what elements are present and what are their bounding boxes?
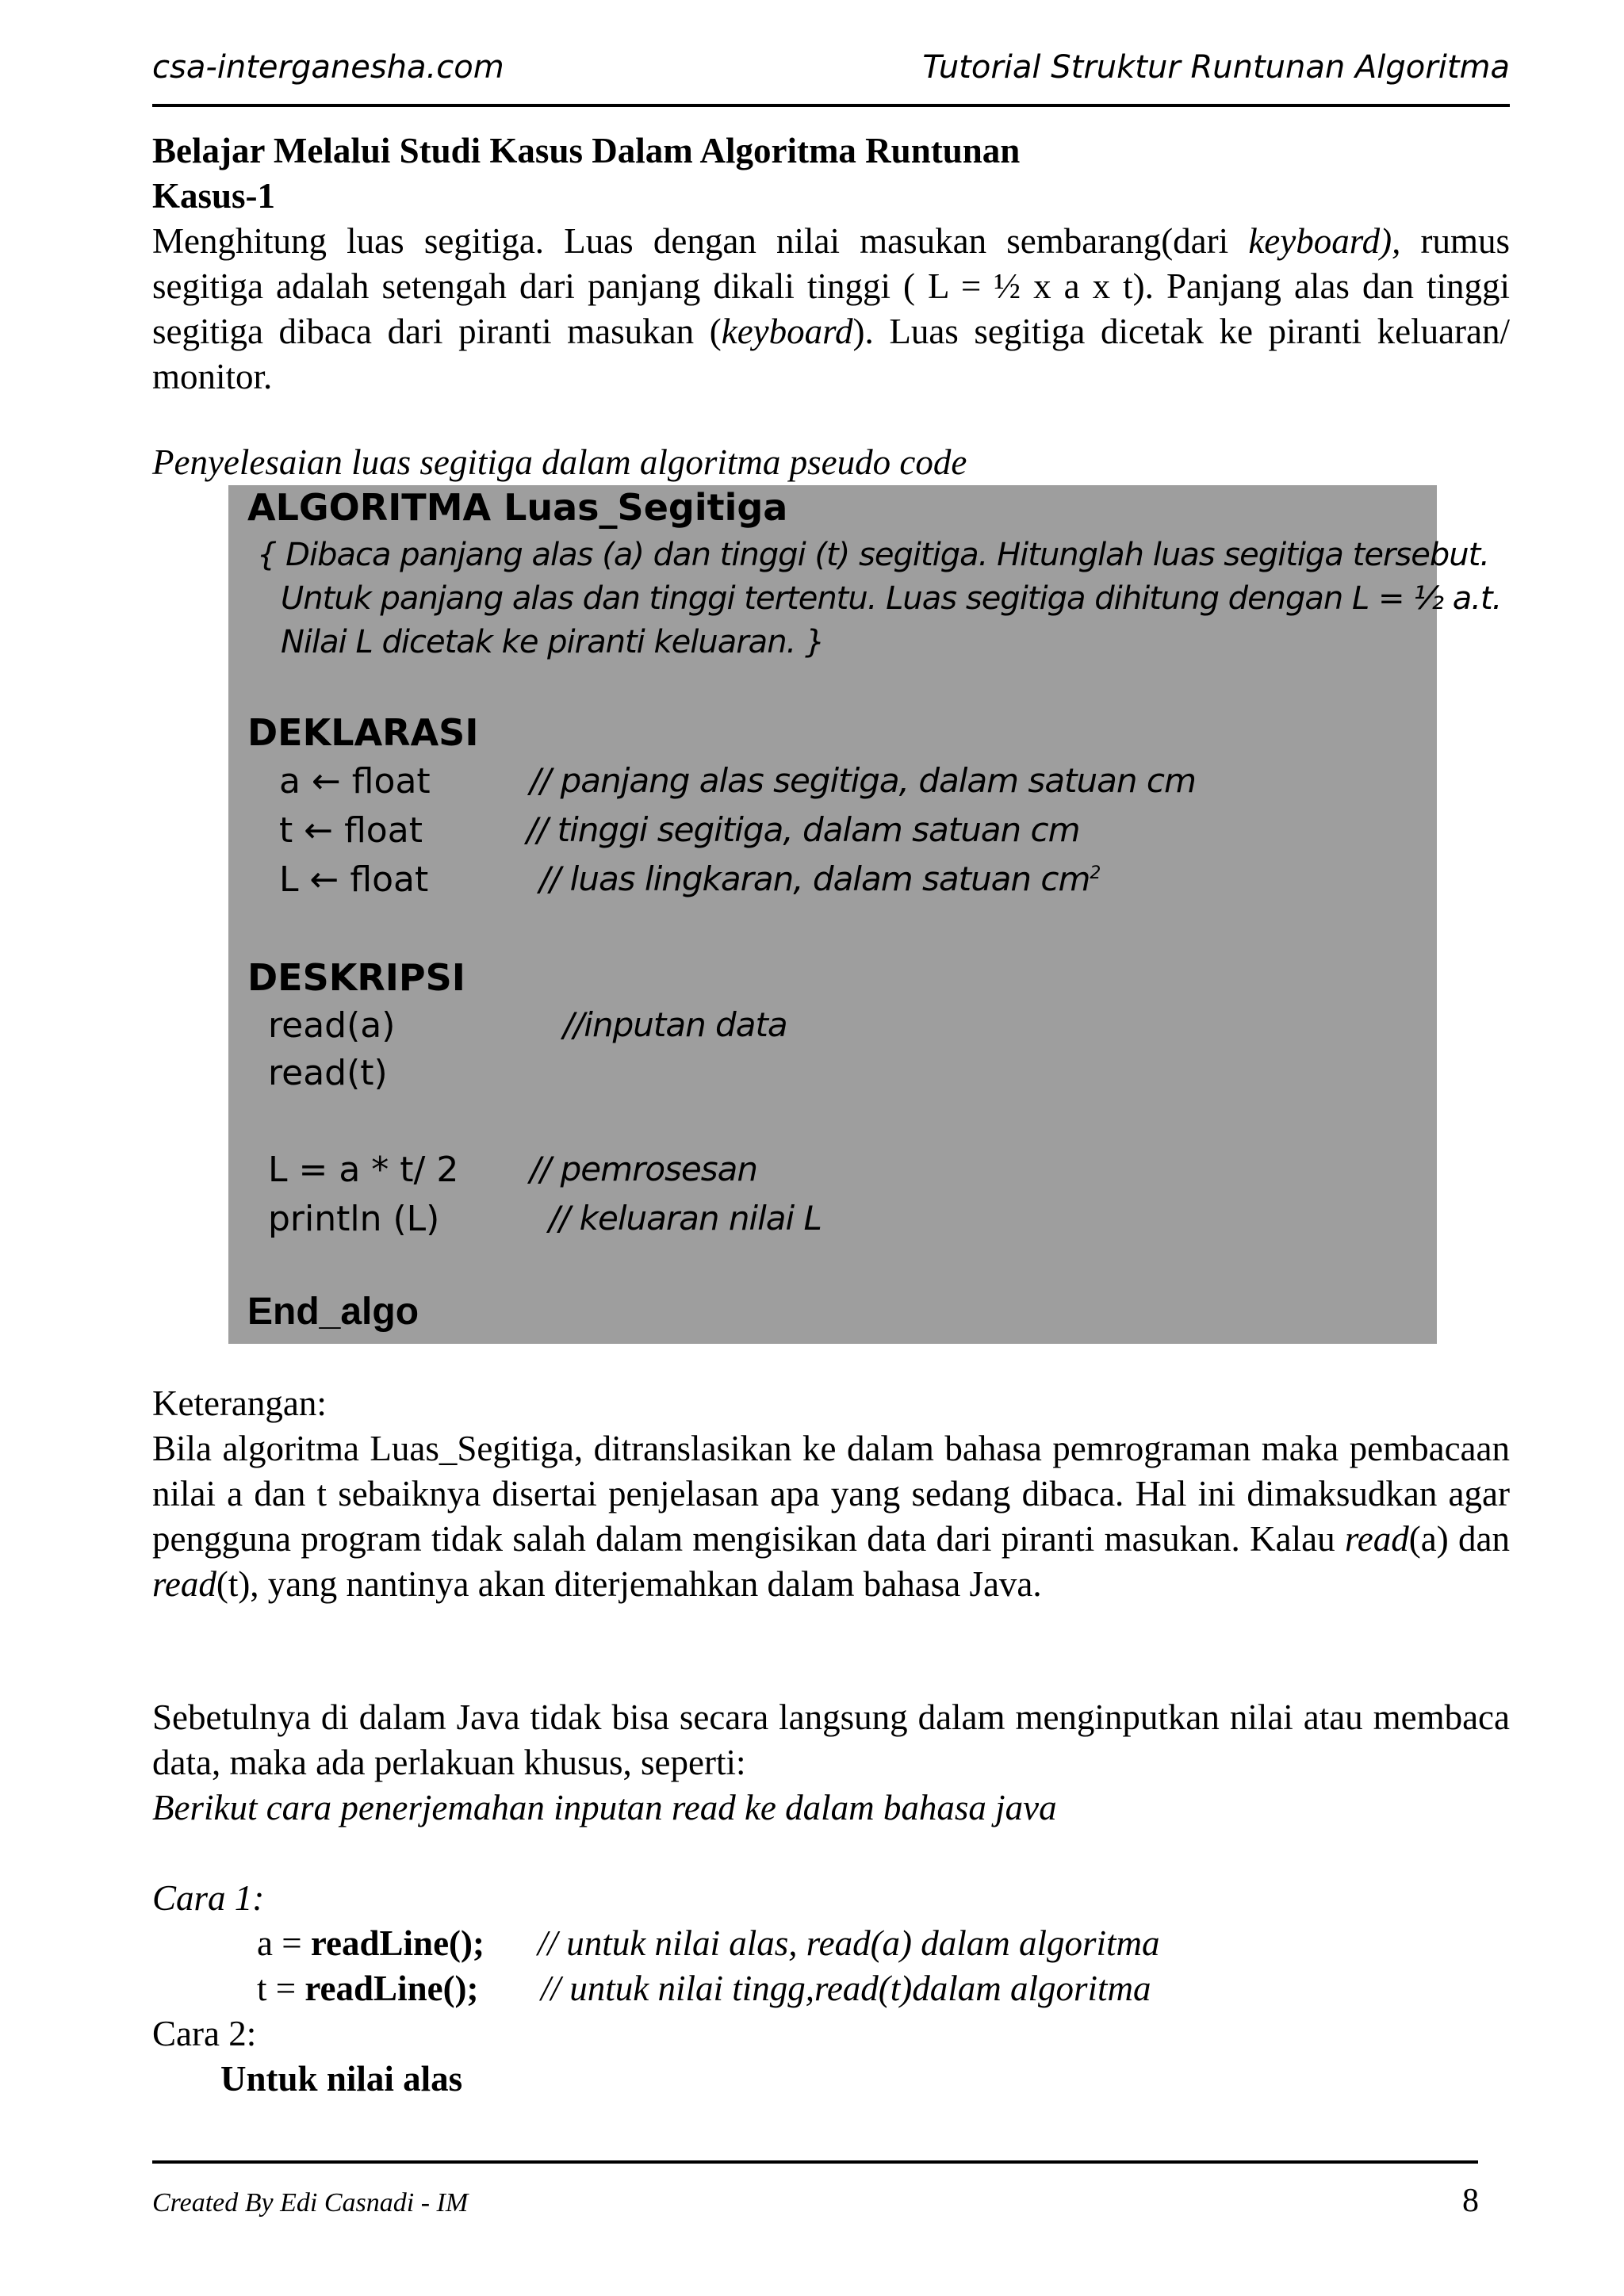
java-caption: Berikut cara penerjemahan inputan read ke dalam bahasa java [152, 1788, 1057, 1827]
superscript: 2 [1090, 863, 1101, 883]
statement-comment: // pemrosesan [530, 1150, 757, 1188]
footer-rule [152, 2160, 1478, 2164]
declaration-code: L ← float [279, 859, 429, 900]
keterangan-paragraph: Bila algoritma Luas_Segitiga, ditranslasikan ke dalam bahasa pemrograman maka pembacaan nilai a dan t sebaiknya disertai penjelasan apa yang sedang dibaca. Hal ini dimaksudkan agar pengguna program tidak salah dalam mengisikan data dari piranti masukan. Kalau read(a) dan read(t), yang nantinya akan diterjemahkan dalam bahasa Java. [152, 1429, 1510, 1604]
statement-code: read(a) [268, 1005, 396, 1046]
java-note: Sebetulnya di dalam Java tidak bisa secara langsung dalam menginputkan nilai atau membaca data, maka ada perlakuan khusus, seperti: [152, 1697, 1510, 1782]
algorithm-comment-1: { Dibaca panjang alas (a) dan tinggi (t) segitiga. Hitunglah luas segitiga tersebut. [257, 537, 1489, 573]
keterangan-label: Keterangan: [152, 1383, 327, 1423]
declaration-title: DEKLARASI [247, 711, 479, 754]
header-rule [152, 104, 1510, 107]
header-title: Tutorial Struktur Runtunan Algoritma [922, 49, 1510, 86]
footer-credit: Created By Edi Casnadi - IM [152, 2188, 469, 2218]
header-site: csa-interganesha.com [152, 49, 504, 86]
page-number: 8 [1462, 2183, 1479, 2219]
section-title: Belajar Melalui Studi Kasus Dalam Algoritma Runtunan [152, 131, 1021, 170]
statement-code: println (L) [268, 1199, 440, 1239]
algorithm-comment-2: Untuk panjang alas dan tinggi tertentu. Luas segitiga dihitung dengan L = ½ a.t. [281, 580, 1502, 617]
algorithm-end: End_algo [247, 1291, 419, 1333]
cara2-sub: Untuk nilai alas [220, 2059, 463, 2099]
statement-comment: // keluaran nilai L [549, 1199, 822, 1238]
statement-code: read(t) [268, 1053, 388, 1093]
solution-caption: Penyelesaian luas segitiga dalam algoritma pseudo code [152, 442, 967, 482]
declaration-code: t ← float [279, 810, 423, 851]
cara1-comment: // untuk nilai tingg,read(t)dalam algoritma [541, 1969, 1151, 2008]
cara1-comment: // untuk nilai alas, read(a) dalam algoritma [538, 1923, 1160, 1963]
statement-code: L = a * t/ 2 [268, 1150, 459, 1190]
cara2-label: Cara 2: [152, 2014, 257, 2053]
intro-paragraph: Menghitung luas segitiga. Luas dengan nilai masukan sembarang(dari keyboard), rumus segitiga adalah setengah dari panjang dikali tinggi ( L = ½ x a x t). Panjang alas dan tinggi segitiga dibaca dari piranti masukan (keyboard). Luas segitiga dicetak ke piranti keluaran/ monitor. [152, 221, 1511, 396]
declaration-code: a ← float [279, 761, 431, 802]
cara1-line: a = readLine(); [257, 1923, 485, 1963]
algorithm-title: ALGORITMA Luas_Segitiga [247, 486, 788, 529]
declaration-comment: // panjang alas segitiga, dalam satuan cm [530, 761, 1196, 800]
case-title: Kasus-1 [152, 176, 276, 216]
cara1-label: Cara 1: [152, 1878, 265, 1918]
statement-comment: //inputan data [563, 1005, 787, 1044]
declaration-comment: // luas lingkaran, dalam satuan $cm^2$ [539, 859, 1101, 898]
cara1-line: t = readLine(); [257, 1969, 479, 2008]
declaration-comment: // tinggi segitiga, dalam satuan cm [527, 810, 1080, 849]
algorithm-comment-3: Nilai L dicetak ke piranti keluaran. } [281, 624, 825, 660]
description-title: DESKRIPSI [247, 956, 465, 999]
